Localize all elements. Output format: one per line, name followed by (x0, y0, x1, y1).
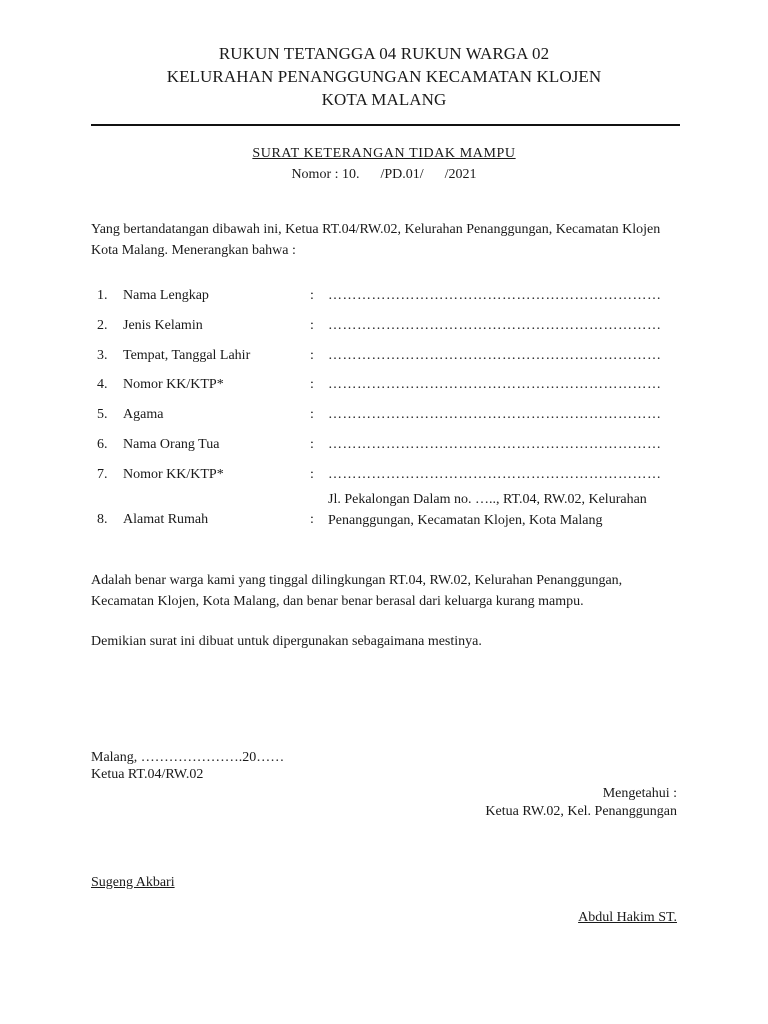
letter-number: Nomor : 10. /PD.01/ /2021 (291, 167, 477, 182)
header-line-1: RUKUN TETANGGA 04 RUKUN WARGA 02 (218, 44, 550, 63)
field-row (91, 348, 681, 368)
rt-title: Ketua RT.04/RW.02 (91, 767, 204, 782)
field-label: Jenis Kelamin (123, 318, 203, 333)
field-label: Tempat, Tanggal Lahir (123, 348, 251, 363)
acknowledged-label: Mengetahui : (602, 786, 677, 801)
field-colon: : (310, 437, 314, 452)
field-row (91, 377, 681, 397)
field-row (91, 467, 681, 487)
field-row (91, 407, 681, 427)
field-number: 4. (97, 377, 108, 392)
statement-paragraph: Adalah benar warga kami yang tinggal dilingkungan RT.04, RW.02, Kelurahan Penanggungan, Kecamatan Klojen, Kota Malang, dan benar benar berasal dari keluarga kurang mampu. (91, 573, 623, 609)
field-number: 1. (97, 288, 108, 303)
field-colon: : (310, 407, 314, 422)
rt-signatory-name: Sugeng Akbari (91, 875, 175, 890)
field-value: …………………………………………………………… (328, 288, 662, 303)
field-number: 6. (97, 437, 108, 452)
field-label: Nama Lengkap (123, 288, 209, 303)
field-value: …………………………………………………………… (328, 318, 662, 333)
field-row (91, 318, 681, 338)
field-number: 2. (97, 318, 108, 333)
field-number: 5. (97, 407, 108, 422)
field-colon: : (310, 318, 314, 333)
field-value: …………………………………………………………… (328, 348, 662, 363)
field-label: Agama (123, 407, 164, 422)
field-label: Nomor KK/KTP* (123, 467, 224, 482)
field-number: 7. (97, 467, 108, 482)
field-label: Nama Orang Tua (123, 437, 220, 452)
field-colon: : (310, 348, 314, 363)
header-line-3: KOTA MALANG (321, 90, 447, 109)
field-value: …………………………………………………………… (328, 437, 662, 452)
field-value: …………………………………………………………… (328, 407, 662, 422)
rw-signatory-name: Abdul Hakim ST. (578, 910, 677, 925)
field-label: Alamat Rumah (123, 512, 209, 527)
field-number: 3. (97, 348, 108, 363)
rw-title: Ketua RW.02, Kel. Penanggungan (485, 804, 677, 819)
field-value: …………………………………………………………… (328, 377, 662, 392)
intro-paragraph: Yang bertandatangan dibawah ini, Ketua RT.04/RW.02, Kelurahan Penanggungan, Kecamatan Klojen Kota Malang. Menerangkan bahwa : (91, 222, 661, 258)
field-number: 8. (97, 512, 108, 527)
field-colon: : (310, 288, 314, 303)
letter-title: SURAT KETERANGAN TIDAK MAMPU (252, 146, 516, 161)
place-date: Malang, ………………….20…… (91, 750, 285, 765)
address-value: Jl. Pekalongan Dalam no. ….., RT.04, RW.02, Kelurahan Penanggungan, Kecamatan Klojen, Kota Malang (328, 492, 647, 528)
field-colon: : (310, 377, 314, 392)
field-row (91, 288, 681, 308)
header-divider (91, 124, 680, 126)
field-colon: : (310, 467, 314, 482)
header-line-2: KELURAHAN PENANGGUNGAN KECAMATAN KLOJEN (166, 67, 602, 86)
field-colon: : (310, 512, 314, 527)
closing-paragraph: Demikian surat ini dibuat untuk dipergunakan sebagaimana mestinya. (91, 634, 482, 649)
field-row (91, 437, 681, 457)
field-value: …………………………………………………………… (328, 467, 662, 482)
field-label: Nomor KK/KTP* (123, 377, 224, 392)
